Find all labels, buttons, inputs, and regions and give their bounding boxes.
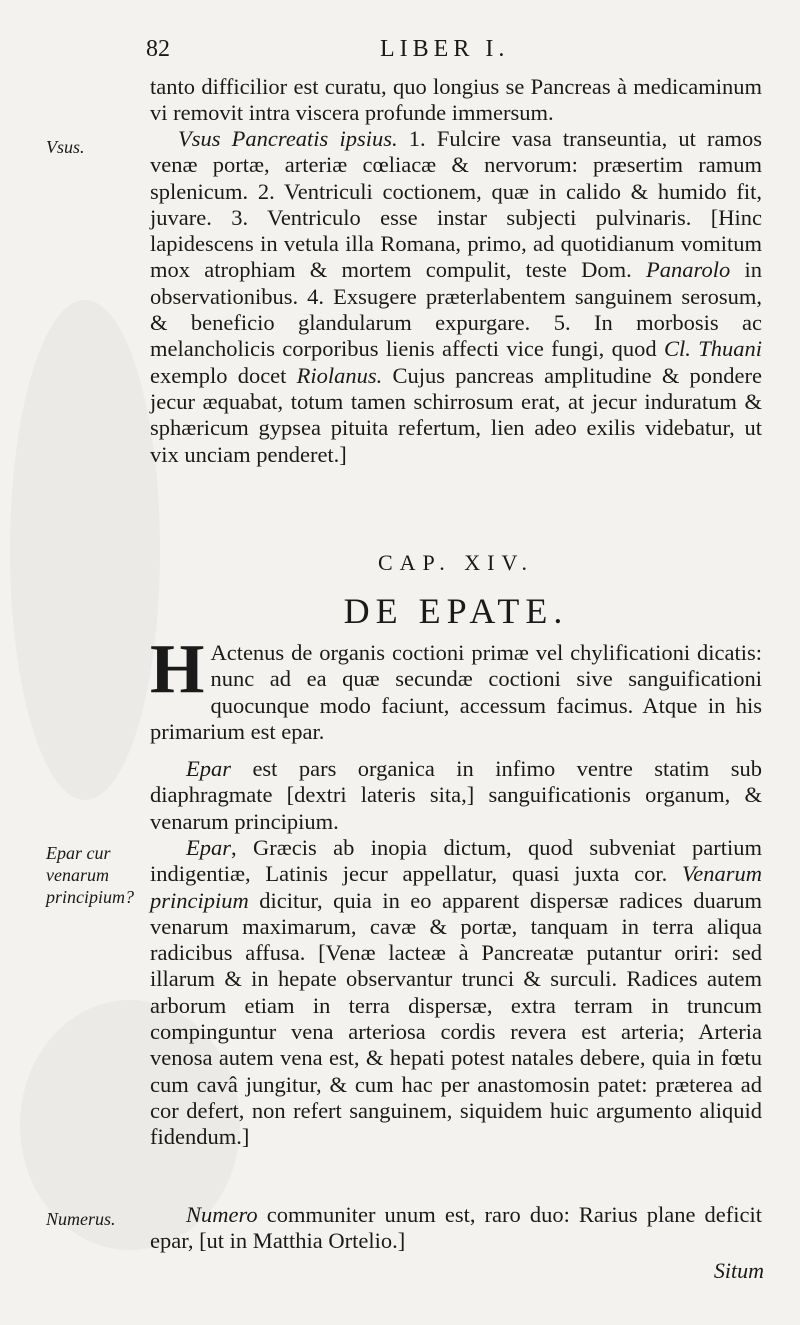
usus-text-d: Cujus pancreas amplitudine & pondere jecur æquabat, totum tamen schirrosum erat, at jecur induratum & sphæricum gypsea pituita refertum, lien adeo exilis videbatur, ut vix unciam penderet.] <box>150 362 763 467</box>
paragraph-text: tanto difficilior est curatu, quo longius se Pancreas à medicaminum vi removit intra viscera profunde immersum. <box>150 74 762 126</box>
catchword: Situm <box>713 1258 764 1283</box>
paragraph-continuation <box>150 74 762 127</box>
chapter-title: DE EPATE. <box>343 591 569 631</box>
epar2-text-b: dicitur, quia in eo apparent dispersæ radices duarum venarum maximarum, cavæ & portæ, tanquam in terra aliqua radicibus affusa. [Venæ lacteæ à Pancreatæ putantur oriri: sed illarum & in hepate observantur trunci & surculi. Radices autem arborum etiam in terra dispersæ, extra terram in truncum compinguntur vena arteriosa cordis revera est arteria; Arteria venosa autem vena est, & hepati potest natales debere, quia in fœtu cum cavâ jungitur, & cum hac per anastomosin patet: præterea ad cor defert, non refert sanguinem, siquidem huic argumento aliquid fidendum.] <box>150 887 762 1150</box>
paragraph-text <box>150 1202 762 1255</box>
epar-lead: Epar <box>186 756 231 781</box>
running-head: LIBER I. <box>380 36 510 62</box>
paragraph-intro <box>150 631 762 745</box>
venarum-principium: Venarum principium <box>150 861 762 913</box>
epar1-text: est pars organica in infimo ventre statim sub diaphragmate [dextri lateris sita,] sanguificationis organum, & venarum principium. <box>150 756 762 834</box>
numero-text: communiter unum est, raro duo: Rarius plane deficit epar, [ut in Matthia Ortelio.] <box>150 1202 762 1254</box>
epar2-text-a: , Græcis ab inopia dictum, quod subveniat partium indigentiæ, Latinis jecur appellatur, quasi juxta cor. <box>150 835 762 887</box>
paragraph-epar-definition <box>150 756 762 835</box>
usus-text-b: in observationibus. 4. Exsugere præterlabentem sanguinem serosum, & beneficio glandularum expurgare. 5. In morbosis ac melancholicis corporibus lienis affecti vice fungi, quod <box>150 257 762 362</box>
margin-note-numerus: Numerus. <box>46 1209 116 1229</box>
drop-cap: H <box>150 631 205 708</box>
paragraph-numero <box>150 1202 762 1255</box>
usus-text-a: 1. Fulcire vasa transeuntia, ut ramos venæ portæ, arteriæ cœliacæ & nervorum: præsertim ramum splenicum. 2. Ventriculi coctionem, quæ in calido & humido fit, juvare. 3. Ventriculo esse instar subjecti pulvinaris. [Hinc lapidescens in vetula illa Romana, primo, ad quotidianum vomitum mox atrophiam & mortem compulit, teste Dom. <box>150 126 762 283</box>
name-riolanus: Riolanus. <box>296 362 383 388</box>
name-thuani: Cl. Thuani <box>664 336 762 362</box>
margin-note-usus: Vsus. <box>46 137 85 157</box>
usus-text-c: exemplo docet <box>150 362 297 388</box>
page-number: 82 <box>146 36 170 62</box>
show-through-illustration <box>10 300 160 800</box>
numero-lead: Numero <box>186 1202 258 1227</box>
page-header <box>140 36 760 72</box>
intro-text: Actenus de organis coctioni primæ vel chylificationi dicatis: nunc ad ea quæ secundæ coctioni sive sanguificationi quocunque modo faciunt, accessum facimus. Atque in his primarium est epar. <box>150 640 762 744</box>
paragraph-usus <box>150 126 762 468</box>
paragraph-text <box>150 835 762 1151</box>
chapter-number: CAP. XIV. <box>377 550 535 575</box>
paragraph-text <box>150 756 762 835</box>
usus-lead: Vsus Pancreatis ipsius. <box>178 126 398 151</box>
epar-lead: Epar <box>186 835 231 860</box>
name-panarolo: Panarolo <box>646 257 731 283</box>
paragraph-text <box>150 126 762 468</box>
paragraph-epar-name <box>150 835 762 1151</box>
margin-note-epar: Epar cur venarum principium? <box>46 843 134 907</box>
